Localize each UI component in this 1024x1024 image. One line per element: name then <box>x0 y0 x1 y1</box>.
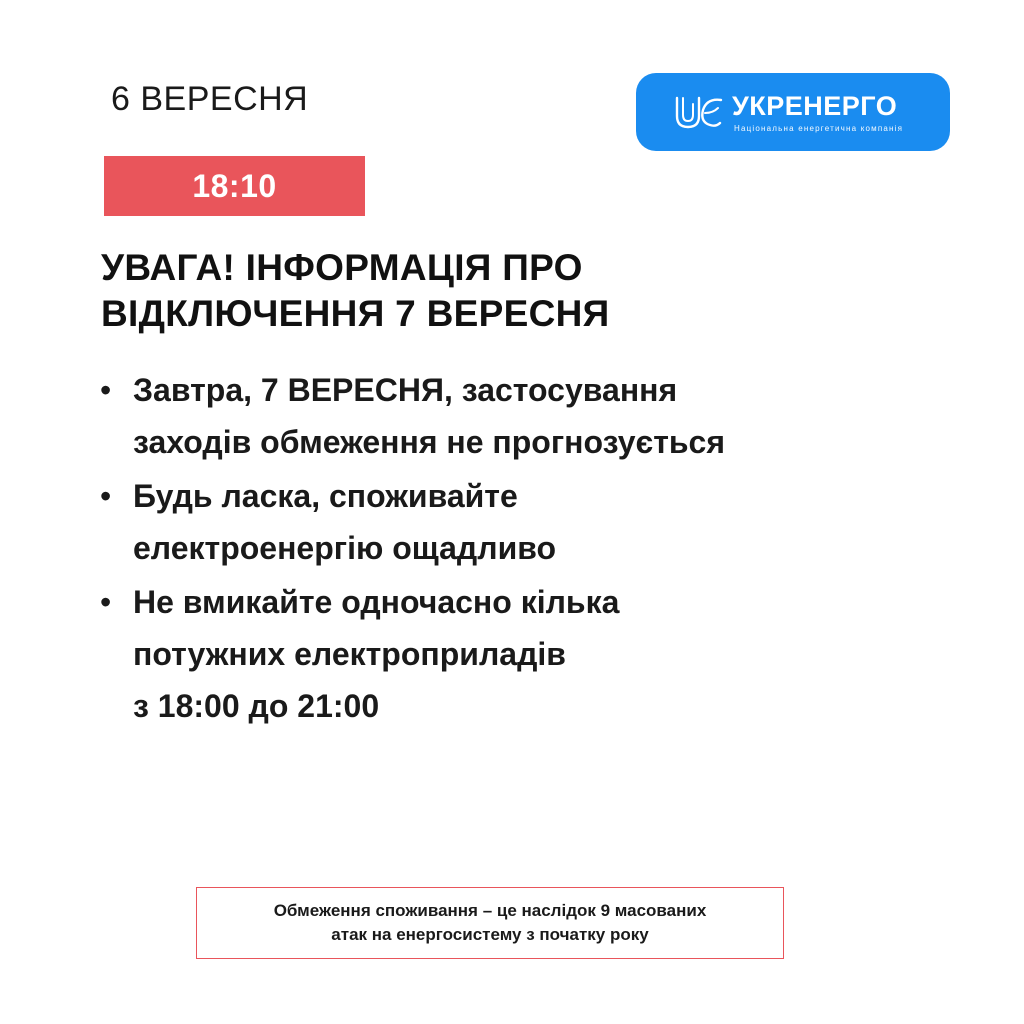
headline-line: ВІДКЛЮЧЕННЯ 7 ВЕРЕСНЯ <box>101 293 610 334</box>
logo-subtitle: Національна енергетична компанія <box>734 124 904 133</box>
bullet-text: заходів обмеження не прогнозується <box>133 424 725 460</box>
ukrenergo-logo-icon <box>674 92 724 132</box>
bullet-text: Завтра, 7 ВЕРЕСНЯ, застосування <box>133 372 678 408</box>
bullet-dot-icon: • <box>100 372 112 408</box>
time-badge: 18:10 <box>104 156 365 216</box>
bullet-item <box>98 576 878 732</box>
footnote-line: атак на енергосистему з початку року <box>331 925 649 944</box>
bullet-item <box>98 470 878 574</box>
date-label: 6 ВЕРЕСНЯ <box>111 80 309 118</box>
bullet-text: електроенергію ощадливо <box>133 530 557 566</box>
bullet-text: з 18:00 до 21:00 <box>133 688 380 724</box>
logo-name: УКРЕНЕРГО <box>732 91 898 121</box>
bullet-item <box>98 364 878 468</box>
bullet-dot-icon: • <box>100 584 112 620</box>
ukrenergo-logo <box>636 73 950 151</box>
footnote-line: Обмеження споживання – це наслідок 9 масованих <box>273 901 707 920</box>
headline-line: УВАГА! ІНФОРМАЦІЯ ПРО <box>101 247 583 288</box>
bullet-text: Не вмикайте одночасно кілька <box>133 584 620 620</box>
footnote-box <box>196 887 784 959</box>
bullet-text: Будь ласка, споживайте <box>133 478 518 514</box>
bullet-list <box>98 364 878 734</box>
bullet-dot-icon: • <box>100 478 112 514</box>
bullet-text: потужних електроприладів <box>133 636 566 672</box>
headline <box>101 245 610 337</box>
